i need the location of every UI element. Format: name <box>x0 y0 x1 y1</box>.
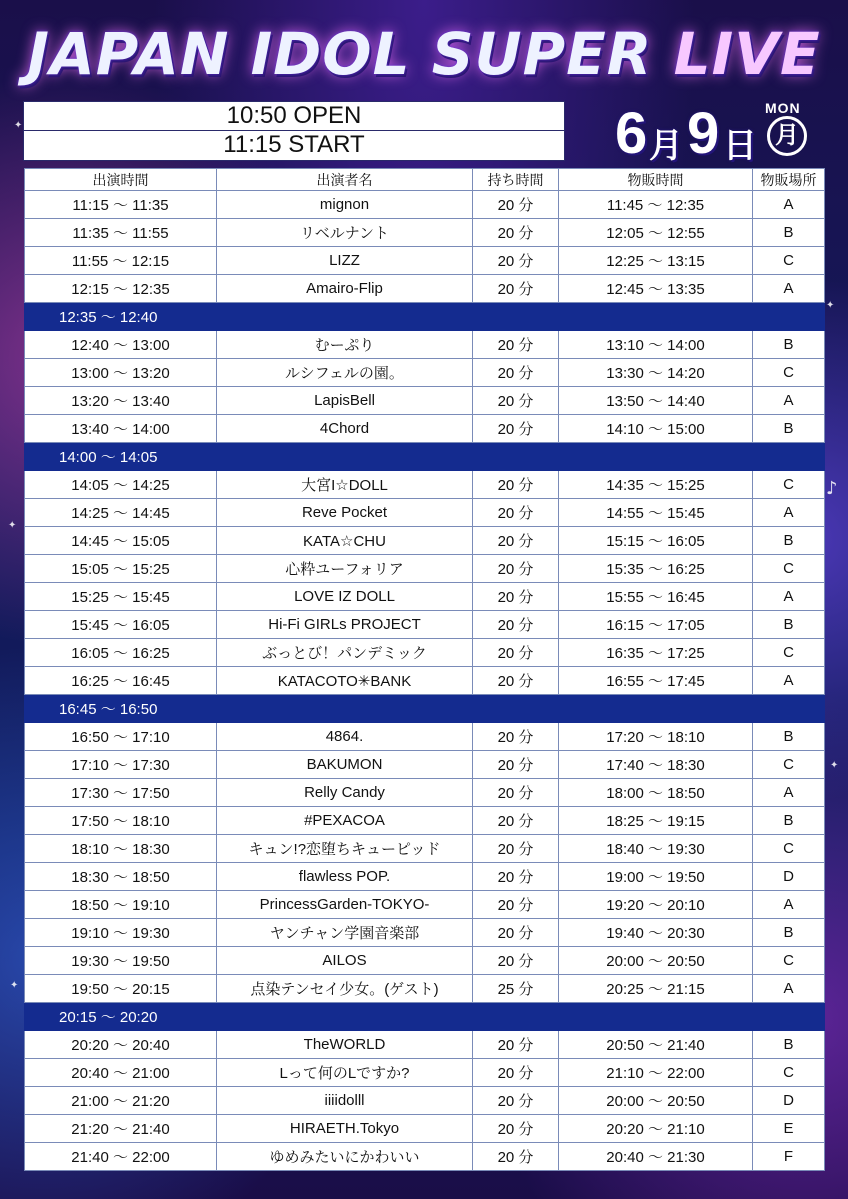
table-row <box>25 527 825 555</box>
open-start-box <box>23 101 565 161</box>
performer-name-cell: mignon <box>217 191 473 219</box>
title-main: JAPAN IDOL SUPER <box>27 20 674 88</box>
merch-place-cell: C <box>753 1059 825 1087</box>
duration-cell: 20 分 <box>473 247 559 275</box>
merch-time-cell: 12:45 ～ 13:35 <box>559 275 753 303</box>
performance-time-cell: 21:20 ～ 21:40 <box>25 1115 217 1143</box>
merch-time-cell: 18:25 ～ 19:15 <box>559 807 753 835</box>
duration-cell: 20 分 <box>473 639 559 667</box>
table-row <box>25 1115 825 1143</box>
table-row <box>25 471 825 499</box>
performance-time-cell: 15:05 ～ 15:25 <box>25 555 217 583</box>
performer-name-cell: KATACOTO✳BANK <box>217 667 473 695</box>
performance-time-cell: 12:15 ～ 12:35 <box>25 275 217 303</box>
duration-cell: 20 分 <box>473 723 559 751</box>
table-row <box>25 387 825 415</box>
merch-place-cell: C <box>753 247 825 275</box>
merch-time-cell: 19:20 ～ 20:10 <box>559 891 753 919</box>
duration-cell: 20 分 <box>473 387 559 415</box>
performer-name-cell: ルシフェルの園。 <box>217 359 473 387</box>
performance-time-cell: 20:20 ～ 20:40 <box>25 1031 217 1059</box>
break-time: 16:45 ～ 16:50 <box>25 695 825 723</box>
duration-cell: 20 分 <box>473 863 559 891</box>
performer-name-cell: ヤンチャン学園音楽部 <box>217 919 473 947</box>
date-month: 6 <box>615 101 648 166</box>
performer-name-cell: LOVE IZ DOLL <box>217 583 473 611</box>
duration-cell: 20 分 <box>473 807 559 835</box>
merch-time-cell: 20:50 ～ 21:40 <box>559 1031 753 1059</box>
performer-name-cell: Reve Pocket <box>217 499 473 527</box>
merch-place-cell: B <box>753 527 825 555</box>
table-row <box>25 219 825 247</box>
merch-time-cell: 20:25 ～ 21:15 <box>559 975 753 1003</box>
merch-place-cell: B <box>753 331 825 359</box>
merch-place-cell: C <box>753 471 825 499</box>
performance-time-cell: 18:50 ～ 19:10 <box>25 891 217 919</box>
performer-name-cell: 4864. <box>217 723 473 751</box>
break-row <box>25 443 825 471</box>
merch-place-cell: E <box>753 1115 825 1143</box>
table-row <box>25 583 825 611</box>
merch-time-cell: 12:05 ～ 12:55 <box>559 219 753 247</box>
break-time: 12:35 ～ 12:40 <box>25 303 825 331</box>
performer-name-cell: KATA☆CHU <box>217 527 473 555</box>
duration-cell: 20 分 <box>473 527 559 555</box>
performance-time-cell: 18:10 ～ 18:30 <box>25 835 217 863</box>
duration-cell: 20 分 <box>473 1143 559 1171</box>
merch-place-cell: A <box>753 891 825 919</box>
merch-time-cell: 17:40 ～ 18:30 <box>559 751 753 779</box>
performer-name-cell: iiiidolll <box>217 1087 473 1115</box>
performer-name-cell: 4Chord <box>217 415 473 443</box>
merch-time-cell: 16:55 ～ 17:45 <box>559 667 753 695</box>
table-row <box>25 331 825 359</box>
break-time: 20:15 ～ 20:20 <box>25 1003 825 1031</box>
table-row <box>25 751 825 779</box>
performance-time-cell: 19:10 ～ 19:30 <box>25 919 217 947</box>
performance-time-cell: 17:50 ～ 18:10 <box>25 807 217 835</box>
duration-cell: 20 分 <box>473 611 559 639</box>
table-row <box>25 947 825 975</box>
merch-place-cell: B <box>753 219 825 247</box>
duration-cell: 20 分 <box>473 751 559 779</box>
table-row <box>25 191 825 219</box>
table-row <box>25 1031 825 1059</box>
merch-time-cell: 16:15 ～ 17:05 <box>559 611 753 639</box>
merch-time-cell: 18:40 ～ 19:30 <box>559 835 753 863</box>
merch-place-cell: A <box>753 975 825 1003</box>
merch-place-cell: D <box>753 863 825 891</box>
table-row <box>25 499 825 527</box>
duration-cell: 20 分 <box>473 583 559 611</box>
performance-time-cell: 13:20 ～ 13:40 <box>25 387 217 415</box>
merch-time-cell: 13:50 ～ 14:40 <box>559 387 753 415</box>
performer-name-cell: PrincessGarden-TOKYO- <box>217 891 473 919</box>
date-weekday-jp: 月 <box>767 116 807 156</box>
duration-cell: 20 分 <box>473 471 559 499</box>
performer-name-cell: Relly Candy <box>217 779 473 807</box>
performer-name-cell: AILOS <box>217 947 473 975</box>
performer-name-cell: LIZZ <box>217 247 473 275</box>
table-header-row <box>25 169 825 191</box>
merch-time-cell: 20:40 ～ 21:30 <box>559 1143 753 1171</box>
open-time: 10:50 OPEN <box>226 102 362 129</box>
performer-name-cell: リベルナント <box>217 219 473 247</box>
page-title <box>0 14 848 94</box>
table-row <box>25 835 825 863</box>
header-duration: 持ち時間 <box>473 169 559 191</box>
performance-time-cell: 17:30 ～ 17:50 <box>25 779 217 807</box>
duration-cell: 20 分 <box>473 219 559 247</box>
merch-time-cell: 19:40 ～ 20:30 <box>559 919 753 947</box>
performer-name-cell: HIRAETH.Tokyo <box>217 1115 473 1143</box>
duration-cell: 20 分 <box>473 779 559 807</box>
performer-name-cell: TheWORLD <box>217 1031 473 1059</box>
merch-time-cell: 11:45 ～ 12:35 <box>559 191 753 219</box>
performance-time-cell: 15:25 ～ 15:45 <box>25 583 217 611</box>
performance-time-cell: 21:00 ～ 21:20 <box>25 1087 217 1115</box>
merch-place-cell: C <box>753 555 825 583</box>
performer-name-cell: Lって何のLですか? <box>217 1059 473 1087</box>
merch-time-cell: 18:00 ～ 18:50 <box>559 779 753 807</box>
merch-time-cell: 15:55 ～ 16:45 <box>559 583 753 611</box>
table-row <box>25 611 825 639</box>
duration-cell: 25 分 <box>473 975 559 1003</box>
table-row <box>25 807 825 835</box>
merch-place-cell: F <box>753 1143 825 1171</box>
date-weekday-en: MON <box>765 100 801 116</box>
duration-cell: 20 分 <box>473 555 559 583</box>
table-row <box>25 359 825 387</box>
start-time: 11:15 START <box>24 130 564 159</box>
performance-time-cell: 11:55 ～ 12:15 <box>25 247 217 275</box>
merch-place-cell: A <box>753 499 825 527</box>
performer-name-cell: LapisBell <box>217 387 473 415</box>
merch-time-cell: 14:35 ～ 15:25 <box>559 471 753 499</box>
merch-time-cell: 15:35 ～ 16:25 <box>559 555 753 583</box>
performance-time-cell: 21:40 ～ 22:00 <box>25 1143 217 1171</box>
merch-time-cell: 21:10 ～ 22:00 <box>559 1059 753 1087</box>
merch-time-cell: 12:25 ～ 13:15 <box>559 247 753 275</box>
header-performance-time: 出演時間 <box>25 169 217 191</box>
performer-name-cell: むーぷり <box>217 331 473 359</box>
schedule-body <box>25 191 825 1171</box>
header-performer-name: 出演者名 <box>217 169 473 191</box>
table-row <box>25 779 825 807</box>
duration-cell: 20 分 <box>473 835 559 863</box>
merch-time-cell: 13:10 ～ 14:00 <box>559 331 753 359</box>
table-row <box>25 863 825 891</box>
performance-time-cell: 12:40 ～ 13:00 <box>25 331 217 359</box>
break-time: 14:00 ～ 14:05 <box>25 443 825 471</box>
merch-time-cell: 19:00 ～ 19:50 <box>559 863 753 891</box>
schedule-table <box>24 168 825 1171</box>
date-day: 9 <box>687 101 720 166</box>
table-row <box>25 723 825 751</box>
performance-time-cell: 16:25 ～ 16:45 <box>25 667 217 695</box>
merch-place-cell: B <box>753 611 825 639</box>
performer-name-cell: ゆめみたいにかわいい <box>217 1143 473 1171</box>
merch-place-cell: C <box>753 359 825 387</box>
performer-name-cell: 大宮I☆DOLL <box>217 471 473 499</box>
performance-time-cell: 13:40 ～ 14:00 <box>25 415 217 443</box>
sparkle-icon: ✦ <box>14 120 23 131</box>
break-row <box>25 1003 825 1031</box>
performance-time-cell: 18:30 ～ 18:50 <box>25 863 217 891</box>
duration-cell: 20 分 <box>473 891 559 919</box>
table-row <box>25 919 825 947</box>
performance-time-cell: 13:00 ～ 13:20 <box>25 359 217 387</box>
duration-cell: 20 分 <box>473 919 559 947</box>
table-row <box>25 247 825 275</box>
merch-time-cell: 20:00 ～ 20:50 <box>559 1087 753 1115</box>
merch-place-cell: A <box>753 191 825 219</box>
duration-cell: 20 分 <box>473 191 559 219</box>
merch-time-cell: 14:55 ～ 15:45 <box>559 499 753 527</box>
duration-cell: 20 分 <box>473 415 559 443</box>
performance-time-cell: 19:50 ～ 20:15 <box>25 975 217 1003</box>
break-row <box>25 695 825 723</box>
performance-time-cell: 16:50 ～ 17:10 <box>25 723 217 751</box>
duration-cell: 20 分 <box>473 359 559 387</box>
merch-place-cell: B <box>753 919 825 947</box>
event-date <box>615 96 830 166</box>
table-row <box>25 891 825 919</box>
performance-time-cell: 14:25 ～ 14:45 <box>25 499 217 527</box>
table-row <box>25 639 825 667</box>
table-row <box>25 667 825 695</box>
merch-place-cell: C <box>753 947 825 975</box>
performer-name-cell: キュン!?恋堕ちキューピッド <box>217 835 473 863</box>
performance-time-cell: 17:10 ～ 17:30 <box>25 751 217 779</box>
merch-place-cell: B <box>753 415 825 443</box>
table-row <box>25 555 825 583</box>
merch-place-cell: C <box>753 835 825 863</box>
table-row <box>25 1059 825 1087</box>
merch-place-cell: A <box>753 583 825 611</box>
performer-name-cell: 点染テンセイ少女。(ゲスト) <box>217 975 473 1003</box>
performance-time-cell: 14:45 ～ 15:05 <box>25 527 217 555</box>
merch-time-cell: 13:30 ～ 14:20 <box>559 359 753 387</box>
merch-time-cell: 20:00 ～ 20:50 <box>559 947 753 975</box>
performance-time-cell: 16:05 ～ 16:25 <box>25 639 217 667</box>
table-row <box>25 275 825 303</box>
performance-time-cell: 19:30 ～ 19:50 <box>25 947 217 975</box>
duration-cell: 20 分 <box>473 331 559 359</box>
performer-name-cell: flawless POP. <box>217 863 473 891</box>
duration-cell: 20 分 <box>473 499 559 527</box>
performance-time-cell: 15:45 ～ 16:05 <box>25 611 217 639</box>
duration-cell: 20 分 <box>473 1031 559 1059</box>
merch-place-cell: B <box>753 723 825 751</box>
music-note-icon: ♪ <box>826 478 838 499</box>
performer-name-cell: BAKUMON <box>217 751 473 779</box>
date-month-kanji: 月 <box>649 127 683 165</box>
header-merch-time: 物販時間 <box>559 169 753 191</box>
merch-place-cell: C <box>753 639 825 667</box>
performance-time-cell: 11:35 ～ 11:55 <box>25 219 217 247</box>
merch-place-cell: A <box>753 667 825 695</box>
date-day-kanji: 日 <box>723 127 757 165</box>
table-row <box>25 415 825 443</box>
performer-name-cell: Amairo-Flip <box>217 275 473 303</box>
table-row <box>25 1087 825 1115</box>
duration-cell: 20 分 <box>473 1087 559 1115</box>
merch-place-cell: A <box>753 387 825 415</box>
performance-time-cell: 20:40 ～ 21:00 <box>25 1059 217 1087</box>
title-accent: LIVE <box>673 20 821 88</box>
table-row <box>25 975 825 1003</box>
duration-cell: 20 分 <box>473 275 559 303</box>
merch-time-cell: 20:20 ～ 21:10 <box>559 1115 753 1143</box>
performer-name-cell: 心粋ユーフォリア <box>217 555 473 583</box>
performer-name-cell: ぶっとび！パンデミック <box>217 639 473 667</box>
performer-name-cell: Hi-Fi GIRLs PROJECT <box>217 611 473 639</box>
performance-time-cell: 14:05 ～ 14:25 <box>25 471 217 499</box>
duration-cell: 20 分 <box>473 667 559 695</box>
merch-place-cell: A <box>753 779 825 807</box>
duration-cell: 20 分 <box>473 1115 559 1143</box>
sparkle-icon: ✦ <box>826 300 835 311</box>
merch-time-cell: 14:10 ～ 15:00 <box>559 415 753 443</box>
duration-cell: 20 分 <box>473 947 559 975</box>
merch-place-cell: D <box>753 1087 825 1115</box>
merch-time-cell: 15:15 ～ 16:05 <box>559 527 753 555</box>
table-row <box>25 1143 825 1171</box>
merch-time-cell: 16:35 ～ 17:25 <box>559 639 753 667</box>
merch-place-cell: C <box>753 751 825 779</box>
sparkle-icon: ✦ <box>10 980 19 991</box>
performer-name-cell: #PEXACOA <box>217 807 473 835</box>
merch-place-cell: B <box>753 807 825 835</box>
performance-time-cell: 11:15 ～ 11:35 <box>25 191 217 219</box>
merch-place-cell: B <box>753 1031 825 1059</box>
duration-cell: 20 分 <box>473 1059 559 1087</box>
sparkle-icon: ✦ <box>8 520 17 531</box>
sparkle-icon: ✦ <box>830 760 839 771</box>
merch-time-cell: 17:20 ～ 18:10 <box>559 723 753 751</box>
header-merch-place: 物販場所 <box>753 169 825 191</box>
break-row <box>25 303 825 331</box>
merch-place-cell: A <box>753 275 825 303</box>
